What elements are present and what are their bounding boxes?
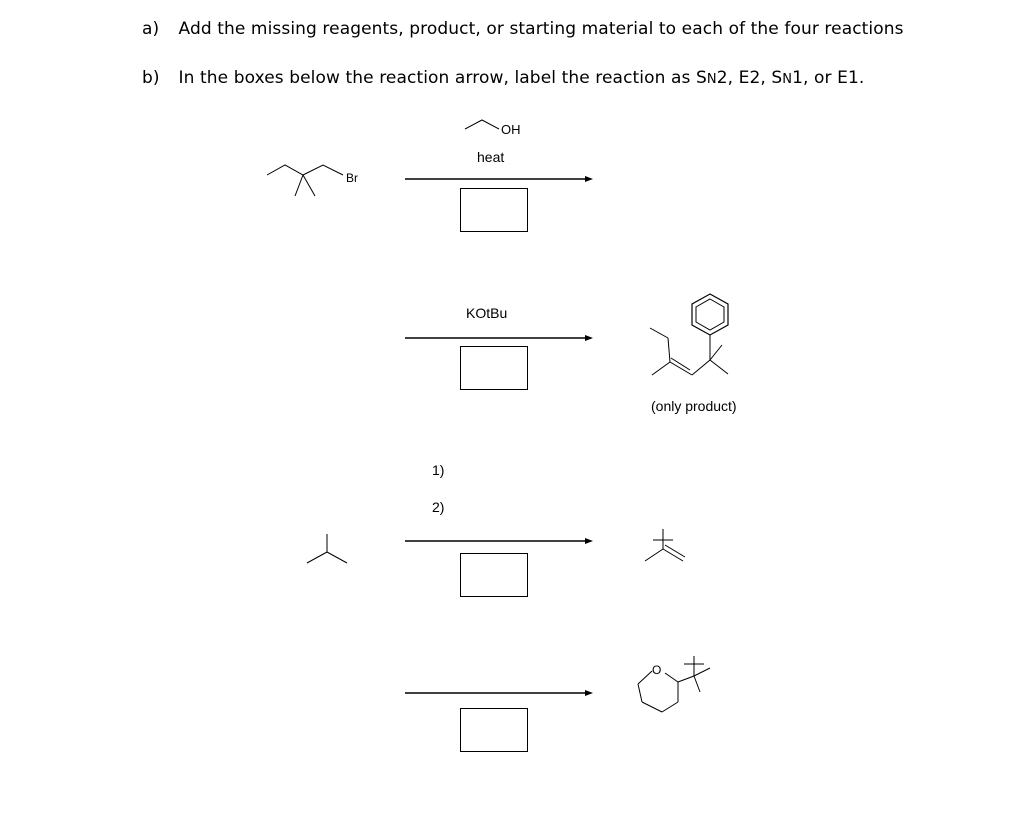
product-4-structure [634, 654, 724, 719]
step-2-label: 2) [432, 499, 445, 515]
instruction-a [142, 19, 904, 39]
instruction-a-label: a) [142, 19, 160, 39]
instruction-a-text: Add the missing reagents, product, or starting material to each of the four reactions [178, 19, 904, 39]
reaction-arrow-4 [405, 688, 605, 698]
mechanism-box-3[interactable] [460, 553, 528, 597]
instruction-b-text-mid: 2, E2, S [716, 68, 783, 88]
starting-material-3-structure [305, 532, 355, 572]
product-atom-o: O [652, 663, 662, 677]
product-2-structure [640, 290, 740, 390]
reagent-heat-label: heat [477, 149, 505, 165]
instruction-b-sn: N [706, 72, 717, 87]
instruction-b-text-pre: In the boxes below the reaction arrow, label the reaction as S [178, 68, 707, 88]
reaction-arrow-3 [405, 536, 605, 546]
reagent-oh-label: OH [501, 122, 521, 137]
instruction-b-label: b) [142, 68, 160, 88]
starting-atom-br: Br [346, 171, 358, 185]
mechanism-box-4[interactable] [460, 708, 528, 752]
reaction-arrow-2 [405, 333, 605, 343]
instruction-b [142, 68, 864, 88]
product-note: (only product) [651, 398, 737, 414]
instruction-b-text-post: 1, or E1. [792, 68, 865, 88]
reagent-kotbu-label: KOtBu [466, 305, 508, 321]
instruction-b-sn1: N [782, 72, 793, 87]
mechanism-box-1[interactable] [460, 188, 528, 232]
reaction-arrow-1 [405, 174, 605, 184]
mechanism-box-2[interactable] [460, 346, 528, 390]
product-3-structure [643, 527, 693, 567]
step-1-label: 1) [432, 462, 445, 478]
